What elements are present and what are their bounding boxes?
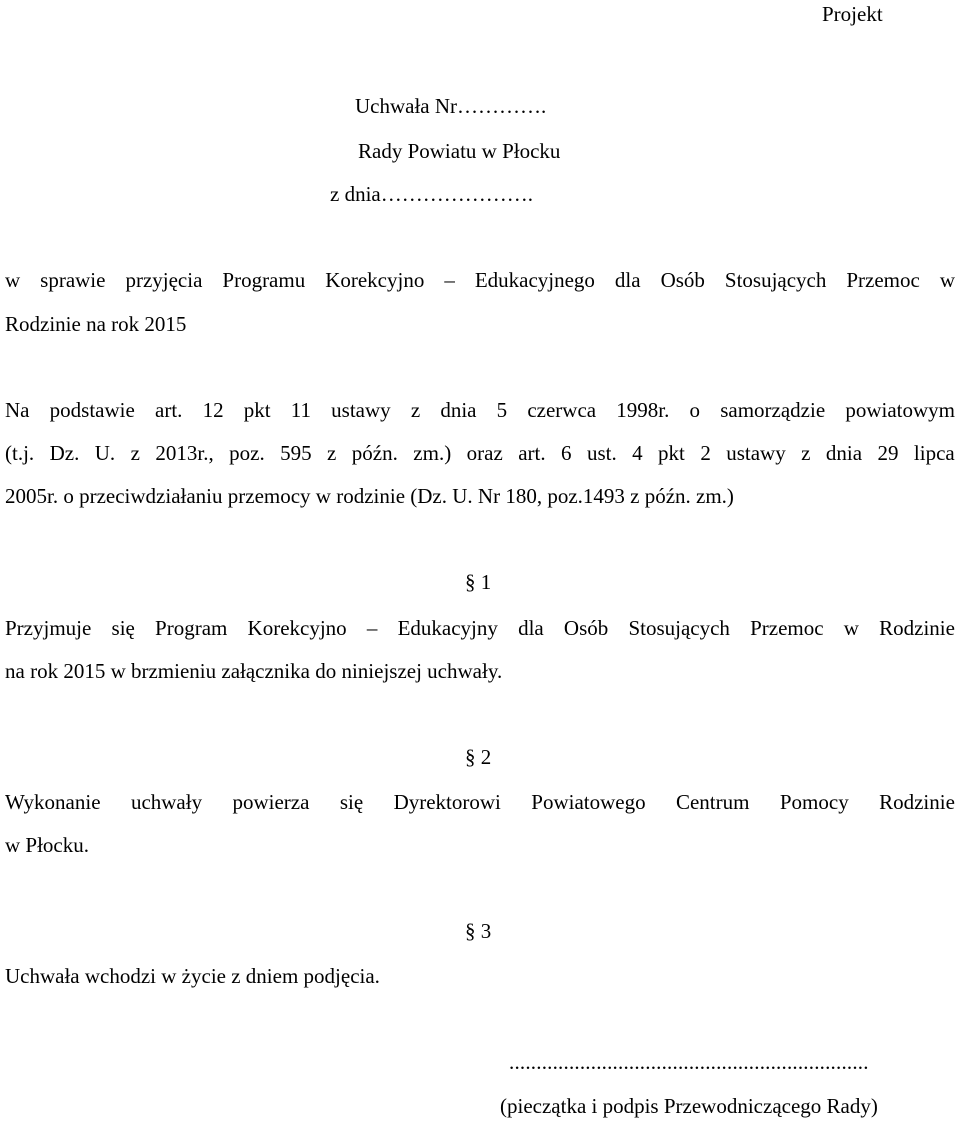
section-1-line-2: na rok 2015 w brzmieniu załącznika do niniejszej uchwały. — [5, 659, 503, 683]
word: Dz. — [49, 441, 80, 465]
word: Edukacyjny — [397, 616, 498, 640]
word: Korekcyjno — [325, 268, 425, 292]
signature-caption: (pieczątka i podpis Przewodniczącego Rady) — [500, 1094, 878, 1118]
word: Osób — [563, 616, 609, 640]
word: 1998r. — [616, 398, 670, 422]
word: powiatowym — [845, 398, 955, 422]
word: 4 — [632, 441, 643, 465]
word: 11 — [290, 398, 311, 422]
word: – — [444, 268, 455, 292]
word: dla — [518, 616, 544, 640]
word: Przemoc — [750, 616, 824, 640]
resolution-date: z dnia…………………. — [330, 182, 533, 206]
word: dla — [614, 268, 641, 292]
word: Przyjmuje — [5, 616, 92, 640]
signature-line: .................................................................. — [509, 1050, 869, 1074]
word: 29 — [877, 441, 899, 465]
word: 2 — [700, 441, 711, 465]
word: Osób — [660, 268, 705, 292]
section-1-heading: § 1 — [465, 570, 492, 594]
word: Przemoc — [846, 268, 920, 292]
section-2-line-2: w Płocku. — [5, 833, 89, 857]
word: Korekcyjno — [247, 616, 347, 640]
word: ust. — [586, 441, 617, 465]
word: z — [130, 441, 140, 465]
word: się — [339, 790, 364, 814]
word: ustawy — [726, 441, 786, 465]
section-3-heading: § 3 — [465, 919, 492, 943]
legal-basis-line-1 — [5, 400, 955, 421]
word: z — [801, 441, 811, 465]
word: z — [327, 441, 337, 465]
word: samorządzie — [720, 398, 826, 422]
word: Rodzinie — [879, 616, 955, 640]
section-2-line-1 — [5, 792, 955, 813]
word: – — [366, 616, 378, 640]
word: pkt — [658, 441, 685, 465]
word: art. — [155, 398, 183, 422]
word: lipca — [913, 441, 955, 465]
word: się — [111, 616, 135, 640]
word: pkt — [243, 398, 271, 422]
word: Powiatowego — [531, 790, 646, 814]
word: powierza — [232, 790, 310, 814]
word: Rodzinie — [879, 790, 955, 814]
legal-basis-line-3: 2005r. o przeciwdziałaniu przemocy w rodzinie (Dz. U. Nr 180, poz.1493 z późn. zm.) — [5, 484, 734, 508]
word: Stosujących — [628, 616, 730, 640]
word: w — [843, 616, 859, 640]
word: zm.) — [413, 441, 452, 465]
word: U. — [94, 441, 116, 465]
word: 2013r., — [155, 441, 214, 465]
word: o — [689, 398, 701, 422]
word: Programu — [222, 268, 306, 292]
word: 12 — [202, 398, 224, 422]
legal-basis-line-2 — [5, 443, 955, 464]
word: z — [410, 398, 421, 422]
word: czerwca — [527, 398, 597, 422]
word: Stosujących — [724, 268, 827, 292]
word: uchwały — [130, 790, 203, 814]
word: Centrum — [675, 790, 750, 814]
council-name: Rady Powiatu w Płocku — [358, 139, 561, 163]
word: podstawie — [49, 398, 135, 422]
word: Dyrektorowi — [393, 790, 501, 814]
word: w — [939, 268, 955, 292]
word: poz. — [229, 441, 265, 465]
subject-line-2: Rodzinie na rok 2015 — [5, 312, 187, 336]
word: późn. — [351, 441, 398, 465]
word: 595 — [280, 441, 312, 465]
section-3-text: Uchwała wchodzi w życie z dniem podjęcia. — [5, 964, 380, 988]
word: Wykonanie — [5, 790, 101, 814]
word: w — [5, 268, 21, 292]
word: oraz — [466, 441, 503, 465]
resolution-number: Uchwała Nr…………. — [355, 94, 547, 118]
subject-line-1 — [5, 270, 955, 291]
document-status-label: Projekt — [822, 2, 883, 26]
word: dnia — [440, 398, 477, 422]
word: Edukacyjnego — [474, 268, 595, 292]
word: 6 — [561, 441, 572, 465]
section-2-heading: § 2 — [465, 745, 492, 769]
section-1-line-1 — [5, 618, 955, 639]
word: Pomocy — [779, 790, 849, 814]
word: (t.j. — [5, 441, 35, 465]
word: 5 — [496, 398, 508, 422]
word: art. — [518, 441, 546, 465]
word: sprawie — [40, 268, 106, 292]
word: Program — [155, 616, 228, 640]
word: ustawy — [331, 398, 391, 422]
word: przyjęcia — [125, 268, 203, 292]
word: dnia — [825, 441, 863, 465]
word: Na — [5, 398, 30, 422]
